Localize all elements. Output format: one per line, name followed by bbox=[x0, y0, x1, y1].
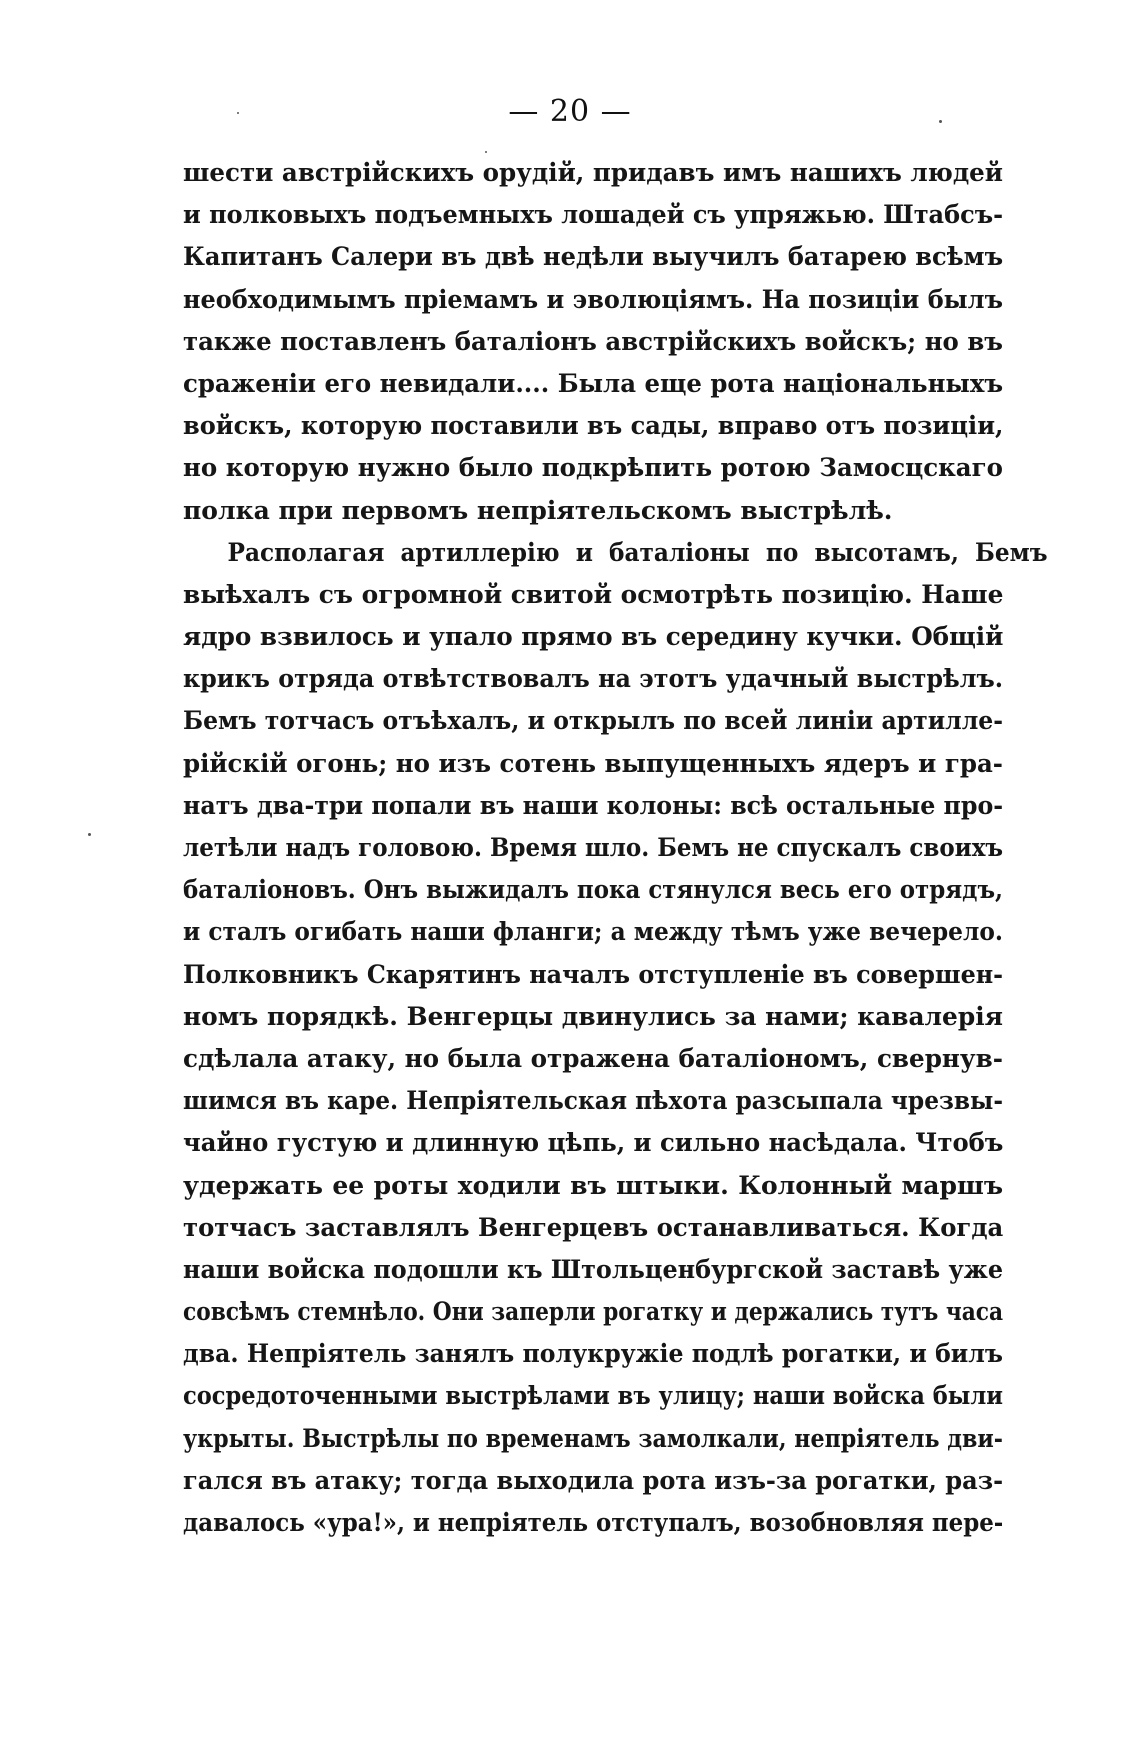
text-line: но которую нужно было подкрѣпить ротою Замосцскаго bbox=[183, 453, 1003, 483]
text-line: также поставленъ баталіонъ австрійскихъ войскъ; но въ bbox=[183, 326, 1003, 356]
text-line: рійскій огонь; но изъ сотень выпущенныхъ ядеръ и гра- bbox=[183, 748, 1003, 778]
text-line: номъ порядкѣ. Венгерцы двинулись за нами; кавалерія bbox=[183, 1001, 1003, 1031]
page-number: — 20 — bbox=[508, 94, 632, 129]
text-line: выѣхалъ съ огромной свитой осмотрѣть позицію. Наше bbox=[183, 579, 1004, 609]
text-line: гался въ атаку; тогда выходила рота изъ-за рогатки, раз- bbox=[183, 1465, 1004, 1495]
paragraph bbox=[183, 532, 1048, 1545]
text-line: чайно густую и длинную цѣпь, и сильно насѣдала. Чтобъ bbox=[183, 1128, 1004, 1158]
text-line: наши войска подошли къ Штольценбургской заставѣ уже bbox=[183, 1254, 1004, 1284]
paragraph bbox=[183, 152, 1003, 532]
text-line: Капитанъ Салери въ двѣ недѣли выучилъ батарею всѣмъ bbox=[183, 242, 1004, 272]
text-line: полка при первомъ непріятельскомъ выстрѣлѣ. bbox=[183, 495, 893, 525]
text-line: два. Непріятель занялъ полукружіе подлѣ рогатки, и билъ bbox=[183, 1339, 1003, 1369]
text-line: крикъ отряда отвѣтствовалъ на этотъ удачный выстрѣлъ. bbox=[183, 664, 1004, 694]
text-line: сосредоточенными выстрѣлами въ улицу; наши войска были bbox=[183, 1381, 1004, 1411]
text-line: шимся въ каре. Непріятельская пѣхота разсыпала чрезвы- bbox=[183, 1086, 1004, 1116]
text-line: шести австрійскихъ орудій, придавъ имъ нашихъ людей bbox=[183, 158, 1004, 187]
text-line: Полковникъ Скарятинъ началъ отступленіе въ совершен- bbox=[183, 959, 1004, 989]
scan-speck bbox=[237, 112, 239, 114]
text-line: сраженіи его невидали.... Была еще рота національныхъ bbox=[183, 368, 1004, 398]
text-line: и полковыхъ подъемныхъ лошадей съ упряжью. Штабсъ- bbox=[183, 200, 1004, 230]
text-line: ядро взвилось и упало прямо въ середину кучки. Общій bbox=[183, 622, 1004, 652]
body-text bbox=[183, 152, 1048, 1544]
text-line: летѣли надъ головою. Время шло. Бемъ не спускалъ своихъ bbox=[183, 833, 1004, 862]
text-line: давалось «ура!», и непріятель отступалъ, возобновляя пере- bbox=[183, 1508, 1004, 1537]
scan-speck bbox=[88, 833, 91, 836]
text-line: укрыты. Выстрѣлы по временамъ замолкали, непріятель дви- bbox=[183, 1423, 1003, 1453]
text-line: необходимымъ пріемамъ и эволюціямъ. На позиціи былъ bbox=[183, 284, 1003, 314]
text-line: натъ два-три попали въ наши колоны: всѣ остальные про- bbox=[183, 790, 1004, 820]
text-line: совсѣмъ стемнѣло. Они заперли рогатку и держались тутъ часа bbox=[183, 1297, 1004, 1327]
text-line: удержать ее роты ходили въ штыки. Колонный маршъ bbox=[183, 1170, 1003, 1200]
text-line: баталіоновъ. Онъ выжидалъ пока стянулся весь его отрядъ, bbox=[183, 875, 1003, 905]
text-line: тотчасъ заставлялъ Венгерцевъ останавливаться. Когда bbox=[183, 1212, 1004, 1242]
scan-speck bbox=[485, 151, 487, 153]
scan-speck bbox=[939, 120, 942, 123]
text-line: сдѣлала атаку, но была отражена баталіономъ, свернув- bbox=[183, 1043, 1003, 1073]
text-line: войскъ, которую поставили въ сады, вправо отъ позиціи, bbox=[183, 411, 1004, 441]
text-line: Располагая артиллерію и баталіоны по высотамъ, Бемъ bbox=[227, 537, 1048, 567]
text-line: и сталъ огибать наши фланги; а между тѣмъ уже вечерело. bbox=[183, 917, 1004, 947]
text-line: Бемъ тотчасъ отъѣхалъ, и открылъ по всей линіи артилле- bbox=[183, 706, 1004, 736]
